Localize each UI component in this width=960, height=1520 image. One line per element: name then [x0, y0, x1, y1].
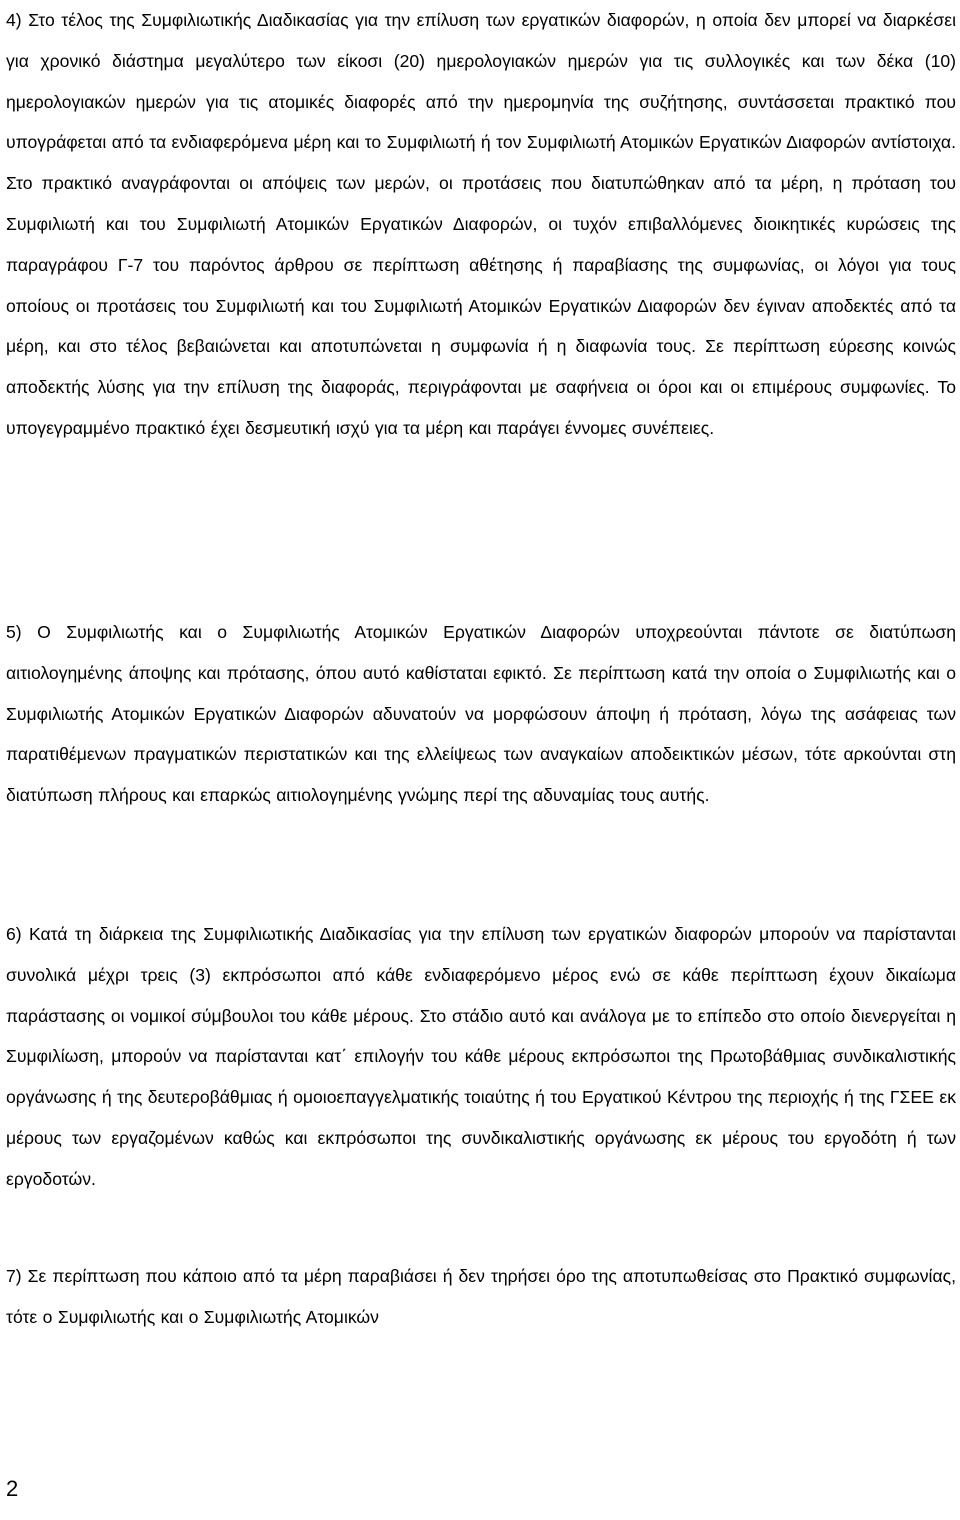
page-number: 2 [6, 1476, 19, 1501]
paragraph-5: 5) Ο Συμφιλιωτής και ο Συμφιλιωτής Ατομικών Εργατικών Διαφορών υποχρεούνται πάντοτε σε διατύπωση αιτιολογημένης άποψης και πρότασης, όπου αυτό καθίσταται εφικτό. Σε περίπτωση κατά την οποία ο Συμφιλιωτής και ο Συμφιλιωτής Ατομικών Εργατικών Διαφορών αδυνατούν να μορφώσουν άποψη ή πρόταση, λόγω της ασάφειας των παρατιθέμενων πραγματικών περιστατικών και της ελλείψεως των αναγκαίων αποδεικτικών μέσων, τότε αρκούνται στη διατύπωση πλήρους και επαρκώς αιτιολογημένης γνώμης περί της αδυναμίας τους αυτής. [6, 622, 956, 806]
paragraph-6: 6) Κατά τη διάρκεια της Συμφιλιωτικής Διαδικασίας για την επίλυση των εργατικών διαφορών μπορούν να παρίστανται συνολικά μέχρι τρεις (3) εκπρόσωποι από κάθε ενδιαφερόμενο μέρος ενώ σε κάθε περίπτωση έχουν δικαίωμα παράστασης οι νομικοί σύμβουλοι του κάθε μέρους. Στο στάδιο αυτό και ανάλογα με το επίπεδο στο οποίο διενεργείται η Συμφιλίωση, μπορούν να παρίστανται κατ΄ επιλογήν του κάθε μέρους εκπρόσωποι της Πρωτοβάθμιας συνδικαλιστικής οργάνωσης ή της δευτεροβάθμιας ή ομοιοεπαγγελματικής τοιαύτης ή του Εργατικού Κέντρου της περιοχής ή της ΓΣΕΕ εκ μέρους των εργαζομένων καθώς και εκπρόσωποι της συνδικαλιστικής οργάνωσης εκ μέρους του εργοδότη ή των εργοδοτών. [6, 924, 956, 1189]
paragraph-4: 4) Στο τέλος της Συμφιλιωτικής Διαδικασίας για την επίλυση των εργατικών διαφορών, η οποία δεν μπορεί να διαρκέσει για χρονικό διάστημα μεγαλύτερο των είκοσι (20) ημερολογιακών ημερών για τις συλλογικές και των δέκα (10) ημερολογιακών ημερών για τις ατομικές διαφορές από την ημερομηνία της συζήτησης, συντάσσεται πρακτικό που υπογράφεται από τα ενδιαφερόμενα μέρη και το Συμφιλιωτή ή τον Συμφιλιωτή Ατομικών Εργατικών Διαφορών αντίστοιχα. Στο πρακτικό αναγράφονται οι απόψεις των μερών, οι προτάσεις που διατυπώθηκαν από τα μέρη, η πρόταση του Συμφιλιωτή και του Συμφιλιωτή Ατομικών Εργατικών Διαφορών, οι τυχόν επιβαλλόμενες διοικητικές κυρώσεις της παραγράφου Γ-7 του παρόντος άρθρου σε περίπτωση αθέτησης ή παραβίασης της συμφωνίας, οι λόγοι για τους οποίους οι προτάσεις του Συμφιλιωτή και του Συμφιλιωτή Ατομικών Εργατικών Διαφορών δεν έγιναν αποδεκτές από τα μέρη, και στο τέλος βεβαιώνεται και αποτυπώνεται η συμφωνία ή η διαφωνία τους. Σε περίπτωση εύρεσης κοινώς αποδεκτής λύσης για την επίλυση της διαφοράς, περιγράφονται με σαφήνεια οι όροι και οι επιμέρους συμφωνίες. Το υπογεγραμμένο πρακτικό έχει δεσμευτική ισχύ για τα μέρη και παράγει έννομες συνέπειες. [6, 10, 956, 438]
paragraph-7: 7) Σε περίπτωση που κάποιο από τα μέρη παραβιάσει ή δεν τηρήσει όρο της αποτυπωθείσας στο Πρακτικό συμφωνίας, τότε ο Συμφιλιωτής και ο Συμφιλιωτής Ατομικών [6, 1266, 956, 1327]
